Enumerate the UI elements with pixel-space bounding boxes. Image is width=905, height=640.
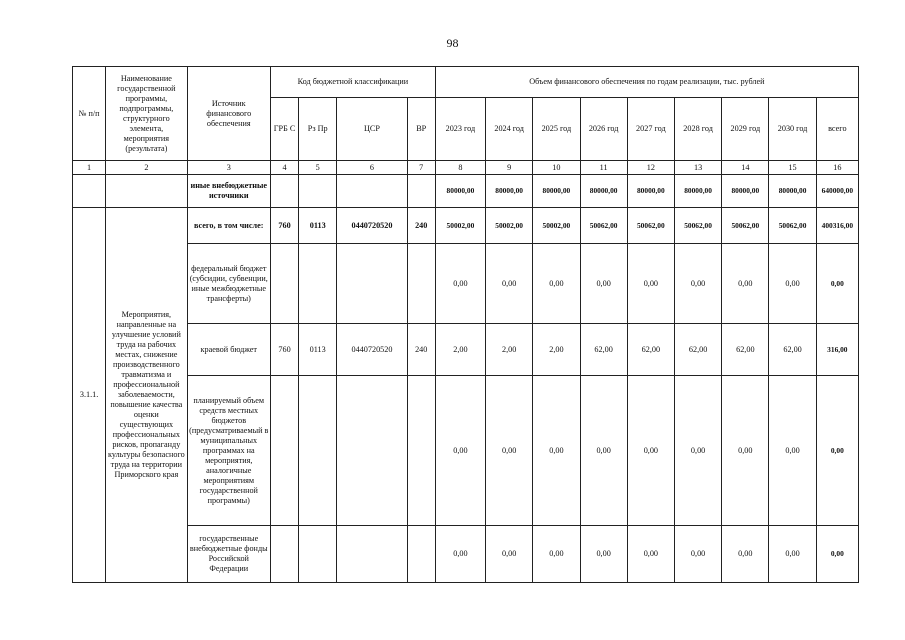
- value-cell: 0,00: [580, 244, 627, 324]
- value-cell: 62,00: [722, 324, 769, 376]
- rzpr-cell: 0113: [299, 208, 337, 244]
- csr-cell: [337, 175, 407, 208]
- value-cell: 0,00: [722, 244, 769, 324]
- grbs-cell: 760: [270, 324, 298, 376]
- rzpr-cell: [299, 376, 337, 526]
- value-cell: 0,00: [674, 244, 721, 324]
- header-year: 2027 год: [627, 98, 674, 161]
- header-csr: ЦСР: [337, 98, 407, 161]
- total-cell: 0,00: [816, 526, 858, 583]
- column-index: 4: [270, 161, 298, 175]
- total-cell: 0,00: [816, 376, 858, 526]
- value-cell: 80000,00: [722, 175, 769, 208]
- value-cell: 2,00: [533, 324, 580, 376]
- column-index: 13: [674, 161, 721, 175]
- value-cell: 0,00: [435, 376, 485, 526]
- header-name: Наименование государственной программы, подпрограммы, структурного элемента, мероприятия (результата): [106, 67, 187, 161]
- column-index: 8: [435, 161, 485, 175]
- value-cell: 0,00: [722, 376, 769, 526]
- header-year: 2028 год: [674, 98, 721, 161]
- csr-cell: 0440720520: [337, 324, 407, 376]
- value-cell: 50062,00: [627, 208, 674, 244]
- value-cell: 0,00: [533, 244, 580, 324]
- vr-cell: [407, 526, 435, 583]
- column-index: 1: [73, 161, 106, 175]
- total-cell: 0,00: [816, 244, 858, 324]
- value-cell: 0,00: [769, 376, 816, 526]
- value-cell: 0,00: [580, 526, 627, 583]
- value-cell: 0,00: [533, 376, 580, 526]
- header-row-1: [73, 67, 859, 98]
- value-cell: 0,00: [627, 376, 674, 526]
- rzpr-cell: [299, 244, 337, 324]
- table-row: [73, 526, 859, 583]
- value-cell: 0,00: [486, 376, 533, 526]
- grbs-cell: [270, 244, 298, 324]
- table-row: [73, 376, 859, 526]
- value-cell: 62,00: [580, 324, 627, 376]
- item-number: 3.1.1.: [73, 208, 106, 583]
- header-volume: Объем финансового обеспечения по годам реализации, тыс. рублей: [435, 67, 858, 98]
- header-year: 2029 год: [722, 98, 769, 161]
- header-year: 2025 год: [533, 98, 580, 161]
- column-index: 11: [580, 161, 627, 175]
- budget-table: [72, 66, 859, 583]
- header-year: 2023 год: [435, 98, 485, 161]
- header-source: Источник финансового обеспечения: [187, 67, 270, 161]
- value-cell: 0,00: [769, 244, 816, 324]
- value-cell: 0,00: [769, 526, 816, 583]
- value-cell: 0,00: [627, 244, 674, 324]
- column-index: 2: [106, 161, 187, 175]
- value-cell: 0,00: [435, 526, 485, 583]
- value-cell: 0,00: [674, 376, 721, 526]
- value-cell: 50062,00: [580, 208, 627, 244]
- value-cell: 0,00: [435, 244, 485, 324]
- item-name: Мероприятия, направленные на улучшение условий труда на рабочих местах, снижение производственного травматизма и профессиональной заболеваемости, повышение качества оценки существующих профессиональных рисков, пропаганду культуры безопасного труда на территории Приморского края: [106, 208, 187, 583]
- column-index: 6: [337, 161, 407, 175]
- vr-cell: 240: [407, 208, 435, 244]
- header-year: 2024 год: [486, 98, 533, 161]
- value-cell: 80000,00: [627, 175, 674, 208]
- value-cell: 62,00: [769, 324, 816, 376]
- value-cell: 50002,00: [486, 208, 533, 244]
- vr-cell: 240: [407, 324, 435, 376]
- column-index: 16: [816, 161, 858, 175]
- value-cell: 2,00: [435, 324, 485, 376]
- table-cell: [106, 175, 187, 208]
- table-cell: [73, 175, 106, 208]
- source-cell: краевой бюджет: [187, 324, 270, 376]
- page-number: 98: [446, 36, 459, 50]
- total-cell: 316,00: [816, 324, 858, 376]
- source-cell: планируемый объем средств местных бюджетов (предусматриваемый в муниципальных программах на мероприятия, аналогичные мероприятиям государственной программы): [187, 376, 270, 526]
- value-cell: 50062,00: [769, 208, 816, 244]
- grbs-cell: [270, 376, 298, 526]
- value-cell: 50062,00: [722, 208, 769, 244]
- column-index: 7: [407, 161, 435, 175]
- rzpr-cell: 0113: [299, 324, 337, 376]
- column-index-row: [73, 161, 859, 175]
- value-cell: 0,00: [486, 526, 533, 583]
- column-index: 5: [299, 161, 337, 175]
- value-cell: 0,00: [674, 526, 721, 583]
- source-cell: иные внебюджетные источники: [187, 175, 270, 208]
- value-cell: 0,00: [486, 244, 533, 324]
- value-cell: 50002,00: [435, 208, 485, 244]
- column-index: 3: [187, 161, 270, 175]
- header-total: всего: [816, 98, 858, 161]
- header-year: 2030 год: [769, 98, 816, 161]
- rzpr-cell: [299, 175, 337, 208]
- vr-cell: [407, 175, 435, 208]
- header-rzpr: Рз Пр: [299, 98, 337, 161]
- value-cell: 0,00: [580, 376, 627, 526]
- vr-cell: [407, 376, 435, 526]
- value-cell: 0,00: [533, 526, 580, 583]
- header-year: 2026 год: [580, 98, 627, 161]
- grbs-cell: [270, 175, 298, 208]
- value-cell: 0,00: [722, 526, 769, 583]
- value-cell: 80000,00: [533, 175, 580, 208]
- value-cell: 0,00: [627, 526, 674, 583]
- header-num: № п/п: [73, 67, 106, 161]
- value-cell: 50002,00: [533, 208, 580, 244]
- value-cell: 62,00: [674, 324, 721, 376]
- table-row: [73, 208, 859, 244]
- table-row: [73, 324, 859, 376]
- csr-cell: [337, 244, 407, 324]
- value-cell: 80000,00: [435, 175, 485, 208]
- value-cell: 80000,00: [769, 175, 816, 208]
- column-index: 10: [533, 161, 580, 175]
- rzpr-cell: [299, 526, 337, 583]
- header-vr: ВР: [407, 98, 435, 161]
- grbs-cell: [270, 526, 298, 583]
- value-cell: 2,00: [486, 324, 533, 376]
- vr-cell: [407, 244, 435, 324]
- column-index: 14: [722, 161, 769, 175]
- value-cell: 62,00: [627, 324, 674, 376]
- value-cell: 50062,00: [674, 208, 721, 244]
- source-cell: федеральный бюджет (субсидии, субвенции, иные межбюджетные трансферты): [187, 244, 270, 324]
- table-row: [73, 244, 859, 324]
- header-kbk: Код бюджетной классификации: [270, 67, 435, 98]
- table-row: [73, 175, 859, 208]
- grbs-cell: 760: [270, 208, 298, 244]
- source-cell: всего, в том числе:: [187, 208, 270, 244]
- header-grbs: ГРБ С: [270, 98, 298, 161]
- value-cell: 80000,00: [486, 175, 533, 208]
- csr-cell: [337, 376, 407, 526]
- total-cell: 400316,00: [816, 208, 858, 244]
- column-index: 15: [769, 161, 816, 175]
- column-index: 9: [486, 161, 533, 175]
- csr-cell: [337, 526, 407, 583]
- value-cell: 80000,00: [674, 175, 721, 208]
- column-index: 12: [627, 161, 674, 175]
- csr-cell: 0440720520: [337, 208, 407, 244]
- total-cell: 640000,00: [816, 175, 858, 208]
- source-cell: государственные внебюджетные фонды Российской Федерации: [187, 526, 270, 583]
- value-cell: 80000,00: [580, 175, 627, 208]
